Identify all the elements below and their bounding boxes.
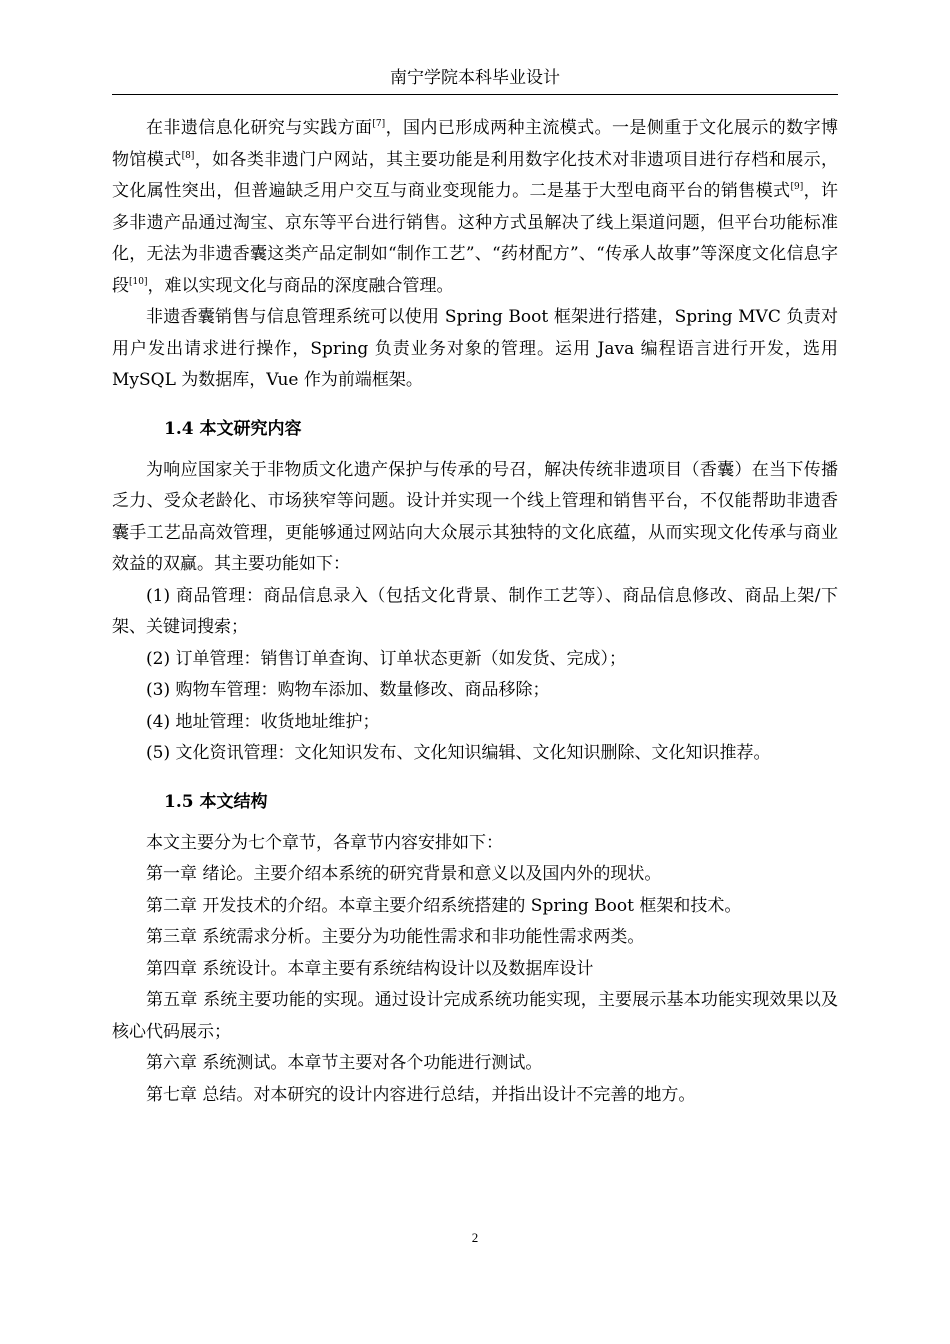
list-item: (3) 购物车管理：购物车添加、数量修改、商品移除；: [146, 680, 550, 700]
list-item: (4) 地址管理：收货地址维护；: [146, 711, 380, 732]
citation-9: [9]: [790, 182, 804, 192]
para1-text-4: ，许多非遗产品通过淘宝、京东等平台进行销售。这种方式虽解决了线上渠道问题，但平台功能标准化，无法为非遗香囊这类产品定制如“制作工艺”、“药材配方”、“传承人故事”等深度文化信息字段: [112, 181, 839, 296]
paragraph-tech-stack: 非遗香囊销售与信息管理系统可以使用 Spring Boot 框架进行搭建，Spring MVC 负责对用户发出请求进行操作，Spring 负责业务对象的管理。运用 Java 编程语言进行开发，选用 MySQL 为数据库，Vue 作为前端框架。: [112, 307, 838, 390]
chapter-item: 第四章 系统设计。本章主要有系统结构设计以及数据库设计: [146, 958, 594, 979]
list-item: (2) 订单管理：销售订单查询、订单状态更新（如发货、完成）；: [146, 648, 626, 669]
section-heading-1-4: 1.4 本文研究内容: [164, 418, 302, 439]
header-title: 南宁学院本科毕业设计: [390, 68, 560, 88]
section-heading-1-5: 1.5 本文结构: [164, 791, 268, 812]
chapter-item: 第一章 绪论。主要介绍本系统的研究背景和意义以及国内外的现状。: [146, 864, 662, 884]
chapter-item: 第二章 开发技术的介绍。本章主要介绍系统搭建的 Spring Boot 框架和技术。: [146, 895, 742, 916]
page-header: [112, 64, 838, 95]
page-body: [112, 113, 838, 1111]
citation-8: [8]: [181, 150, 195, 161]
paragraph-structure-intro: 本文主要分为七个章节，各章节内容安排如下：: [146, 832, 503, 853]
chapter-item: 第七章 总结。对本研究的设计内容进行总结，并指出设计不完善的地方。: [146, 1084, 696, 1105]
page-number: 2: [471, 1230, 479, 1245]
chapter-item: 第六章 系统测试。本章节主要对各个功能进行测试。: [146, 1053, 543, 1073]
para1-text-5: ，难以实现文化与商品的深度融合管理。: [147, 275, 454, 296]
list-item: (1) 商品管理：商品信息录入（包括文化背景、制作工艺等）、商品信息修改、商品上架/下架、关键词搜索；: [112, 585, 838, 637]
paragraph-informatization: [112, 113, 838, 302]
citation-7: [7]: [372, 119, 386, 129]
para1-text-3: ，如各类非遗门户网站，其主要功能是利用数字化技术对非遗项目进行存档和展示，文化属性突出，但普遍缺乏用户交互与商业变现能力。二是基于大型电商平台的销售模式: [112, 149, 839, 201]
chapter-item: 第五章 系统主要功能的实现。通过设计完成系统功能实现，主要展示基本功能实现效果以及核心代码展示；: [112, 990, 838, 1042]
para1-text-1: 在非遗信息化研究与实践方面: [146, 118, 373, 138]
para1-text-2: ，国内已形成两种主流模式。一是侧重于文化展示的数字博物馆模式: [112, 118, 839, 170]
citation-10: [10]: [129, 276, 148, 287]
list-item: (5) 文化资讯管理：文化知识发布、文化知识编辑、文化知识删除、文化知识推荐。: [146, 743, 771, 763]
paragraph-research-content: 为响应国家关于非物质文化遗产保护与传承的号召，解决传统非遗项目（香囊）在当下传播乏力、受众老龄化、市场狭窄等问题。设计并实现一个线上管理和销售平台，不仅能帮助非遗香囊手工艺品高效管理，更能够通过网站向大众展示其独特的文化底蕴，从而实现文化传承与商业效益的双赢。其主要功能如下：: [112, 459, 838, 574]
chapter-item: 第三章 系统需求分析。主要分为功能性需求和非功能性需求两类。: [146, 927, 645, 947]
